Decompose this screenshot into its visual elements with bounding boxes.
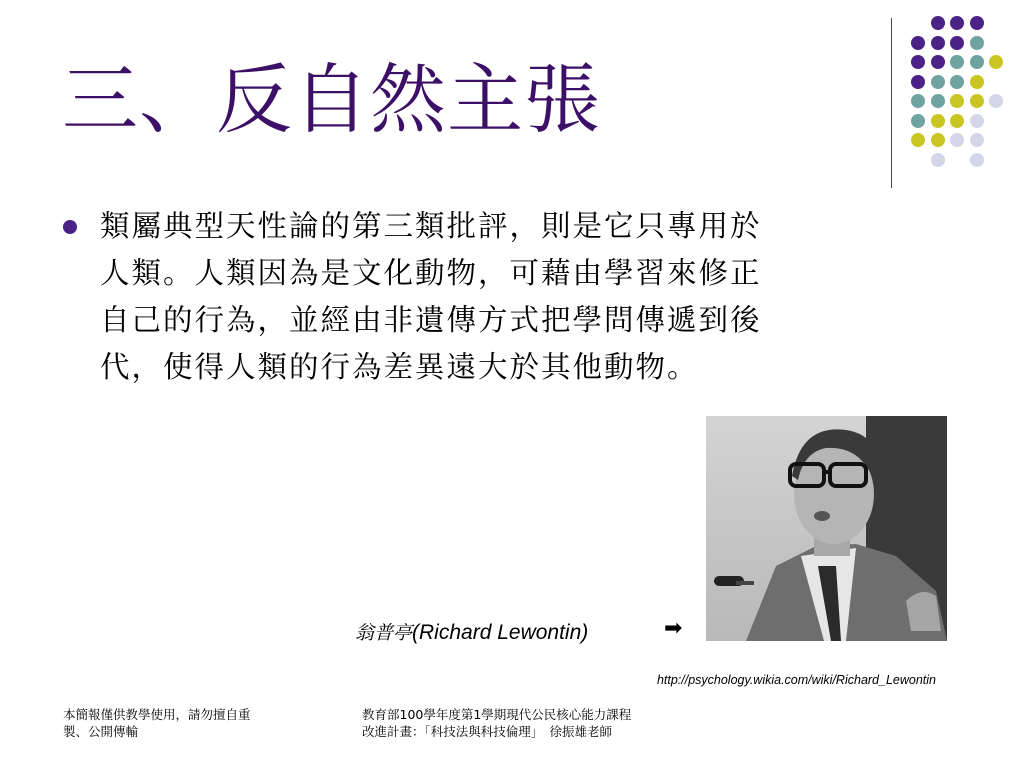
body-line: 類屬典型天性論的第三類批評，則是它只專用於 xyxy=(100,209,762,243)
photo-caption xyxy=(355,618,588,645)
decorative-dot xyxy=(931,16,945,30)
decorative-dot xyxy=(950,16,964,30)
decorative-dot xyxy=(931,114,945,128)
decorative-dot xyxy=(931,55,945,69)
decorative-dot xyxy=(970,114,984,128)
decorative-dot xyxy=(911,36,925,50)
decorative-dot xyxy=(911,55,925,69)
footer-copyright-notice xyxy=(63,706,283,740)
decorative-dot xyxy=(970,133,984,147)
decorative-dot xyxy=(931,133,945,147)
decorative-dot xyxy=(989,55,1003,69)
slide-body-paragraph xyxy=(100,203,950,391)
decorative-dot xyxy=(911,133,925,147)
decorative-dot xyxy=(970,75,984,89)
decorative-dot xyxy=(911,94,925,108)
footer-line: 製、公開傳輸 xyxy=(63,724,139,739)
decorative-dot xyxy=(911,114,925,128)
footer-course-info xyxy=(362,706,682,740)
caption-chinese-name: 翁普亭 xyxy=(355,622,413,644)
decorative-dot xyxy=(970,55,984,69)
decorative-dot xyxy=(989,94,1003,108)
decorative-dot xyxy=(911,75,925,89)
body-line: 自己的行為，並經由非遺傳方式把學問傳遞到後 xyxy=(100,303,762,337)
decorative-dot xyxy=(931,75,945,89)
footer-line: 本簡報僅供教學使用，請勿擅自重 xyxy=(63,707,251,722)
body-line: 人類。人類因為是文化動物，可藉由學習來修正 xyxy=(100,256,762,290)
footer-line: 教育部100學年度第1學期現代公民核心能力課程 xyxy=(362,707,632,722)
decorative-dot xyxy=(950,94,964,108)
decorative-dot xyxy=(931,153,945,167)
decorative-dot xyxy=(970,36,984,50)
decorative-dot xyxy=(950,55,964,69)
decorative-dot xyxy=(950,36,964,50)
decorative-dot xyxy=(970,94,984,108)
decorative-dot xyxy=(950,114,964,128)
caption-english-name: (Richard Lewontin) xyxy=(412,621,589,644)
portrait-photo xyxy=(706,416,947,641)
decorative-dot xyxy=(950,75,964,89)
source-url: http://psychology.wikia.com/wiki/Richard_Lewontin xyxy=(656,673,936,687)
decorative-divider-line xyxy=(891,18,892,188)
right-arrow-icon: ➡ xyxy=(664,616,683,641)
decorative-dot xyxy=(931,94,945,108)
decorative-dot xyxy=(970,16,984,30)
footer-line: 改進計畫：「科技法與科技倫理」 徐振雄老師 xyxy=(362,724,613,739)
decorative-dot xyxy=(950,133,964,147)
decorative-dot xyxy=(931,36,945,50)
decorative-dot xyxy=(970,153,984,167)
body-line: 代，使得人類的行為差異遠大於其他動物。 xyxy=(100,350,699,384)
bullet-icon xyxy=(63,220,77,234)
slide-title: 三、反自然主張 xyxy=(62,55,601,144)
